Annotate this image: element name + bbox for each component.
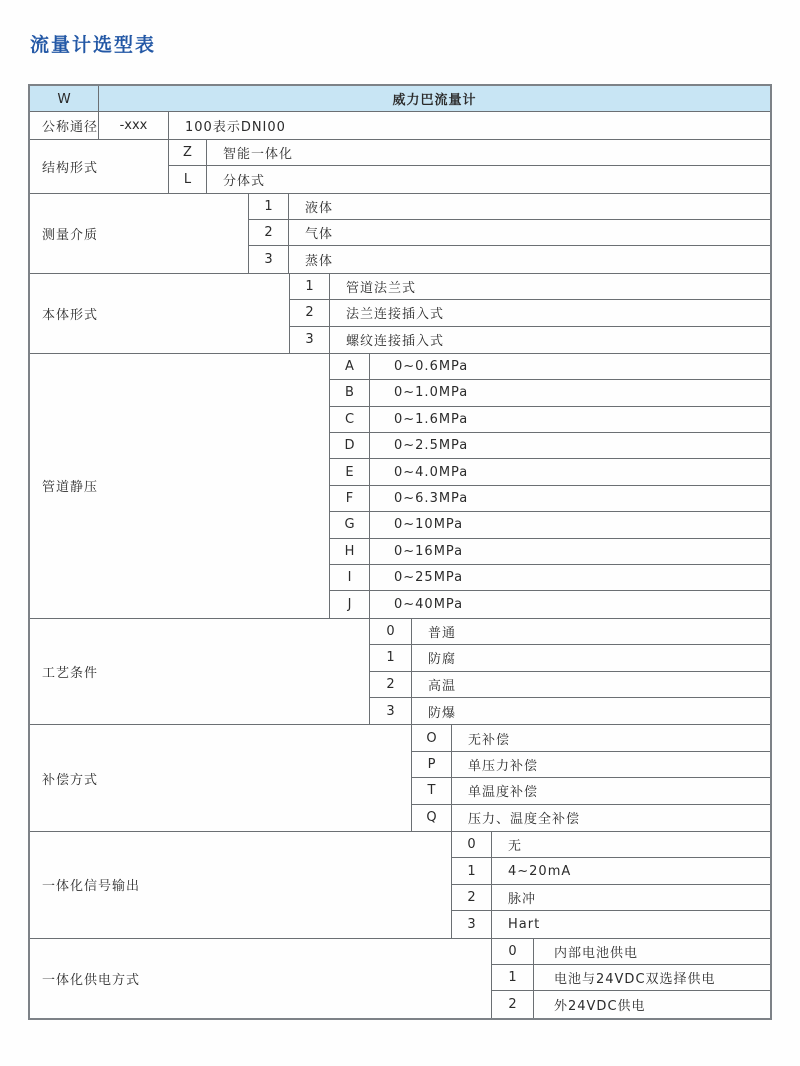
section-label: 工艺条件 xyxy=(30,619,370,725)
option-desc: 0~6.3MPa xyxy=(394,491,469,507)
section-label: 管道静压 xyxy=(30,354,330,618)
table-row xyxy=(452,911,770,937)
option-code: 3 xyxy=(290,327,330,353)
table-row xyxy=(452,885,770,911)
table-row xyxy=(249,194,770,220)
table-row xyxy=(290,327,770,353)
option-code: L xyxy=(169,166,207,192)
option-desc: 单温度补偿 xyxy=(468,785,539,801)
option-code: 3 xyxy=(370,698,412,724)
option-desc: 0~40MPa xyxy=(394,597,464,613)
table-row xyxy=(330,565,770,591)
section-measured-medium xyxy=(30,194,770,274)
option-code: 2 xyxy=(492,991,534,1017)
option-code: T xyxy=(412,778,452,803)
option-desc: Hart xyxy=(508,916,541,932)
section-label: 结构形式 xyxy=(30,140,169,193)
table-header-row xyxy=(30,86,770,112)
option-desc: 单压力补偿 xyxy=(468,758,539,774)
option-desc: 0~1.6MPa xyxy=(394,411,469,427)
option-code: G xyxy=(330,512,370,537)
table-row xyxy=(412,778,770,804)
option-code: 1 xyxy=(290,274,330,299)
option-code: A xyxy=(330,354,370,379)
option-code: 1 xyxy=(249,194,289,219)
section-integrated-signal-output xyxy=(30,832,770,939)
option-desc: 外24VDC供电 xyxy=(554,998,646,1014)
option-code: E xyxy=(330,459,370,484)
section-body-type xyxy=(30,274,770,354)
table-row xyxy=(412,805,770,831)
option-code: 2 xyxy=(370,672,412,697)
table-row xyxy=(492,939,770,965)
table-row xyxy=(370,698,770,724)
table-row xyxy=(412,752,770,778)
table-row xyxy=(290,274,770,300)
section-label: 一体化信号输出 xyxy=(30,832,452,938)
table-row xyxy=(249,246,770,272)
table-row xyxy=(249,220,770,246)
option-desc: 无补偿 xyxy=(468,732,511,748)
option-desc: 0~10MPa xyxy=(394,517,464,533)
table-row xyxy=(330,380,770,406)
table-row xyxy=(169,166,770,192)
section-label: 补偿方式 xyxy=(30,725,412,831)
option-code: 3 xyxy=(249,246,289,272)
section-compensation-mode xyxy=(30,725,770,832)
table-row xyxy=(452,832,770,858)
option-code: 1 xyxy=(452,858,492,883)
section-pipe-static-pressure xyxy=(30,354,770,619)
table-row xyxy=(492,965,770,991)
option-desc: 0~2.5MPa xyxy=(394,438,469,454)
option-desc: 管道法兰式 xyxy=(346,280,417,296)
option-code: Q xyxy=(412,805,452,831)
option-code: 0 xyxy=(452,832,492,857)
option-desc: 电池与24VDC双选择供电 xyxy=(554,972,716,988)
option-code: 2 xyxy=(290,300,330,325)
section-process-condition xyxy=(30,619,770,726)
page-title: 流量计选型表 xyxy=(30,34,157,56)
option-desc: 压力、温度全补偿 xyxy=(468,812,581,828)
table-row xyxy=(492,991,770,1017)
option-desc: 防腐 xyxy=(428,652,457,668)
option-code: 3 xyxy=(452,911,492,937)
table-row xyxy=(330,433,770,459)
table-row xyxy=(290,300,770,326)
section-label: 一体化供电方式 xyxy=(30,939,492,1018)
option-desc: 内部电池供电 xyxy=(554,945,639,961)
table-row xyxy=(330,512,770,538)
option-code: D xyxy=(330,433,370,458)
section-structure-type xyxy=(30,140,770,194)
table-row xyxy=(370,672,770,698)
table-row xyxy=(452,858,770,884)
option-desc: 4~20mA xyxy=(508,863,572,879)
table-row xyxy=(330,459,770,485)
option-code: 0 xyxy=(370,619,412,644)
table-row xyxy=(370,645,770,671)
option-desc: 液体 xyxy=(305,200,334,216)
option-desc: 气体 xyxy=(305,227,334,243)
option-desc: 0~1.0MPa xyxy=(394,385,469,401)
option-code: C xyxy=(330,407,370,432)
header-title-cell: 威力巴流量计 xyxy=(392,93,477,109)
option-desc: 无 xyxy=(508,839,523,855)
option-code: P xyxy=(412,752,452,777)
option-code: F xyxy=(330,486,370,511)
option-desc: 智能一体化 xyxy=(223,146,294,162)
option-code: 1 xyxy=(370,645,412,670)
selection-table xyxy=(28,84,772,1020)
option-desc: 0~16MPa xyxy=(394,543,464,559)
option-code: -xxx xyxy=(99,112,169,138)
table-row xyxy=(169,140,770,166)
table-row xyxy=(330,354,770,380)
option-desc: 防爆 xyxy=(428,705,457,721)
table-row xyxy=(370,619,770,645)
section-label: 公称通径 xyxy=(30,112,99,138)
option-desc: 蒸体 xyxy=(305,254,334,270)
table-row xyxy=(330,407,770,433)
header-code-cell: W xyxy=(30,86,99,111)
option-desc: 0~0.6MPa xyxy=(394,359,469,375)
table-row xyxy=(412,725,770,751)
section-label: 测量介质 xyxy=(30,194,249,273)
table-row xyxy=(330,539,770,565)
option-code: 0 xyxy=(492,939,534,964)
option-desc: 高温 xyxy=(428,678,457,694)
table-row xyxy=(99,112,770,138)
option-code: O xyxy=(412,725,452,750)
option-desc: 0~25MPa xyxy=(394,570,464,586)
option-desc: 分体式 xyxy=(223,173,266,189)
option-code: 1 xyxy=(492,965,534,990)
option-desc: 0~4.0MPa xyxy=(394,464,469,480)
option-code: J xyxy=(330,591,370,617)
option-code: I xyxy=(330,565,370,590)
option-code: B xyxy=(330,380,370,405)
option-code: 2 xyxy=(249,220,289,245)
section-label: 本体形式 xyxy=(30,274,290,353)
option-desc: 螺纹连接插入式 xyxy=(346,334,445,350)
option-code: 2 xyxy=(452,885,492,910)
option-desc: 法兰连接插入式 xyxy=(346,307,445,323)
option-desc: 100表示DNI00 xyxy=(185,120,286,136)
section-integrated-power-supply xyxy=(30,939,770,1018)
option-code: Z xyxy=(169,140,207,165)
section-nominal-diameter xyxy=(30,112,770,139)
table-row xyxy=(330,591,770,617)
option-code: H xyxy=(330,539,370,564)
option-desc: 脉冲 xyxy=(508,891,537,907)
option-desc: 普通 xyxy=(428,626,457,641)
table-row xyxy=(330,486,770,512)
